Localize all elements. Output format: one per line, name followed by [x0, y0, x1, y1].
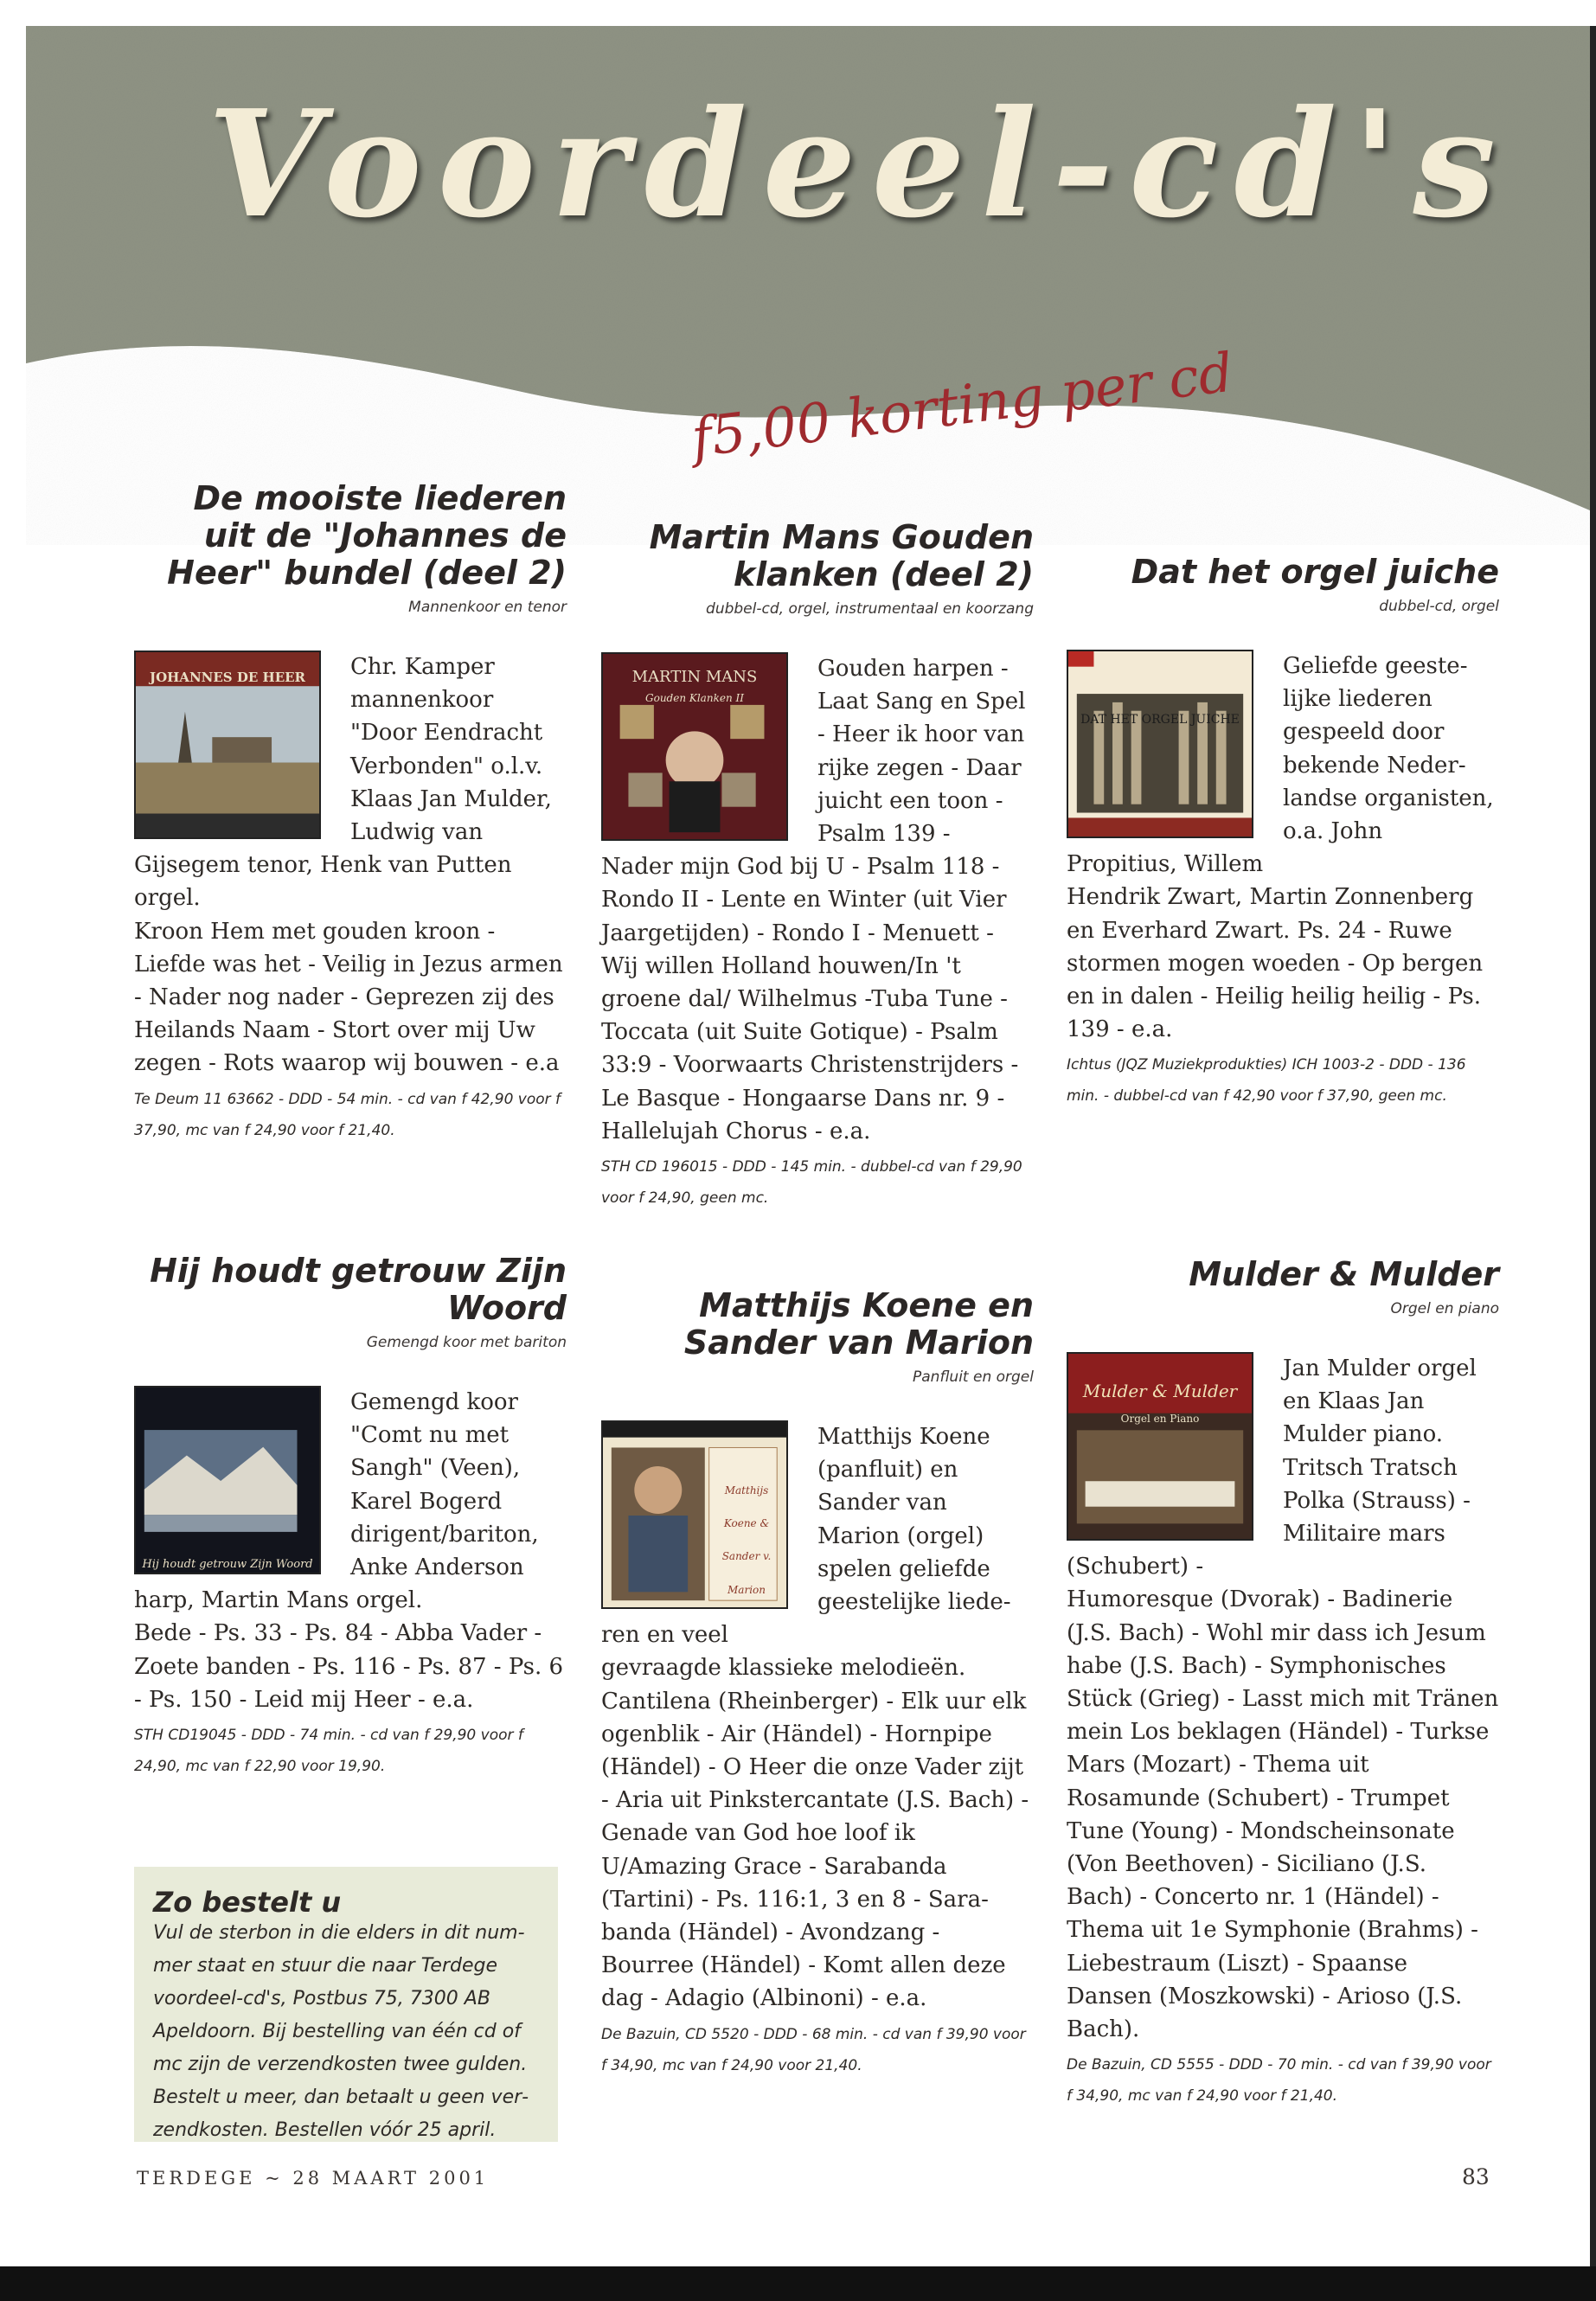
item-tracklist: Nader mijn God bij U - Psalm 118 - Rondo II - Lente en Winter (uit Vier Jaargetijden) - Rondo I - Menuett - Wij willen Holland houwen/In 't groene dal/ Wilhelmus -Tuba Tune - Toccata (uit Suite Gotique) - Psalm 33:9 - Voorwaarts Christenstrijders - Le Basque - Hongaarse Dans nr. 9 - Hallelujah Chorus - e.a. [601, 854, 1019, 1144]
order-box-title: Zo bestelt u [153, 1886, 342, 1919]
item-tracklist: Bede - Ps. 33 - Ps. 84 - Abba Vader - Zoete banden - Ps. 116 - Ps. 87 - Ps. 6 - Ps. 150 - Leid mij Heer - e.a. [134, 1620, 564, 1713]
cd-cover [134, 651, 321, 839]
cd-cover [1067, 650, 1253, 838]
item-tracklist-start: Gouden harpen - Laat Sang en Spel - Heer ik hoor van rijke zegen - Daar juicht een toon - Psalm 139 - [817, 656, 1026, 848]
footer-publication: TERDEGE ~ 28 MAART 2001 [137, 2168, 490, 2189]
item-tracklist: Kroon Hem met gouden kroon - Liefde was het - Veilig in Jezus armen - Nader nog nader - Geprezen zij des Heilands Naam - Stort over mij Uw zegen - Rots waarop wij bouwen - e.a [134, 918, 563, 1077]
cover-title: Matthijs Koene & Sander v. Marion [721, 1484, 772, 1596]
cover-illustration [1068, 651, 1252, 836]
cover-title: Mulder & Mulder [1082, 1381, 1238, 1401]
item-price: De Bazuin, CD 5520 - DDD - 68 min. - cd van f 39,90 voor f 34,90, mc van f 24,90 voor 21,40. [601, 2025, 1026, 2074]
item-subtitle: Orgel en piano [1390, 1300, 1499, 1317]
page-number: 83 [1462, 2164, 1490, 2189]
cd-item-johannes-de-heer [134, 480, 567, 1146]
cd-cover [1067, 1352, 1253, 1541]
discount-label: f5,00 korting per cd [688, 340, 1237, 470]
header-banner [26, 26, 1590, 545]
item-subtitle: Mannenkoor en tenor [408, 599, 567, 616]
page-top-margin [0, 0, 1596, 26]
item-subtitle: Gemengd koor met bariton [366, 1334, 567, 1351]
item-performers: Matthijs Koene (panfluit) en Sander van Marion (orgel) spelen geliefde geestelijke liederen en veel [601, 1424, 1011, 1649]
item-price: Ichtus (JQZ Muziekprodukties) ICH 1003-2 - DDD - 136 min. - dubbel-cd van f 42,90 voor f 37,90, geen mc. [1067, 1056, 1466, 1106]
item-subtitle: Panfluit en orgel [913, 1368, 1034, 1386]
cover-title: DAT HET ORGEL JUICHE [1080, 713, 1240, 727]
order-box-text: Vul de sterbon in die elders in dit nummer staat en stuur die naar Terdege voordeel-cd's, Postbus 75, 7300 AB Apeldoorn. Bij bestelling van één cd of mc zijn de verzendkosten twee gulden. Bestelt u meer, dan betaalt u geen verzendkosten. Bestellen vóór 25 april. [153, 1922, 529, 2141]
item-title: Martin Mans Gouden klanken (deel 2) [649, 518, 1034, 593]
cd-item-martin-mans [601, 519, 1034, 1214]
item-price: De Bazuin, CD 5555 - DDD - 70 min. - cd van f 39,90 voor f 34,90, mc van f 24,90 voor f 21,40. [1067, 2056, 1491, 2106]
item-subtitle: dubbel-cd, orgel [1379, 598, 1499, 615]
item-title: Hij houdt getrouw Zijn Woord [150, 1252, 567, 1327]
item-tracklist: Humoresque (Dvorak) - Badinerie (J.S. Bach) - Wohl mir dass ich Jesum habe (J.S. Bach) - Symphonisches Stück (Grieg) - Lasst mich mit Tränen mein Los beklagen (Händel) - Turkse Mars (Mozart) - Thema uit Rosamunde (Schubert) - Trumpet Tune (Young) - Mondscheinsonate (Von Beethoven) - Siciliano (J.S. Bach) - Concerto nr. 1 (Händel) - Thema uit 1e Symphonie (Brahms) - Liebestraum (Liszt) - Spaanse Dansen (Moszkowski) - Arioso (J.S. Bach). [1067, 1586, 1499, 2043]
item-price: STH CD19045 - DDD - 74 min. - cd van f 29,90 voor f 24,90, mc van f 22,90 voor 19,90. [134, 1727, 523, 1776]
item-title: Dat het orgel juiche [1131, 553, 1499, 591]
cover-subtitle: Orgel en Piano [1120, 1413, 1200, 1425]
item-tracklist: gevraagde klassieke melodieën. Cantilena (Rheinberger) - Elk uur elk ogenblik - Air (Händel) - Hornpipe (Händel) - O Heer die onze Vader zijt - Aria uit Pinkstercantate (J.S. Bach) - Genade van God hoe loof ik U/Amazing Grace - Sarabanda (Tartini) - Ps. 116:1, 3 en 8 - Sarabanda (Händel) - Avondzang - Bourree (Händel) - Komt allen deze dag - Adagio (Albinoni) - e.a. [601, 1655, 1029, 2012]
cd-cover [601, 652, 788, 841]
item-price: Te Deum 11 63662 - DDD - 54 min. - cd van f 42,90 voor f 37,90, mc van f 24,90 voor f 21,40. [134, 1090, 561, 1139]
item-description: Geliefde geestelijke liederen gespeeld door bekende Nederlandse organisten, o.a. John Propitius, Willem [1067, 653, 1494, 878]
item-subtitle: dubbel-cd, orgel, instrumentaal en koorzang [706, 600, 1034, 618]
cover-illustration [136, 1388, 319, 1573]
cover-subtitle: Gouden Klanken II [645, 692, 744, 704]
cd-item-orgel-juiche [1067, 554, 1499, 1112]
scan-edge-bottom [0, 2266, 1596, 2301]
cd-item-koene-marion [601, 1287, 1034, 2081]
cd-item-mulder-mulder [1067, 1256, 1499, 2112]
item-performers: Gemengd koor "Comt nu met Sangh" (Veen), Karel Bogerd dirigent/bariton, Anke Anderson harp, Martin Mans orgel. [134, 1389, 539, 1614]
item-title: Matthijs Koene en Sander van Marion [683, 1286, 1034, 1362]
order-info-box [134, 1867, 558, 2142]
cover-title: MARTIN MANS [631, 668, 758, 686]
item-performers: Chr. Kamper mannenkoor "Door Eendracht Verbonden" o.l.v. Klaas Jan Mulder, Ludwig van Gijsegem tenor, Henk van Putten orgel. [134, 654, 552, 912]
item-title: De mooiste liederen uit de "Johannes de Heer" bundel (deel 2) [167, 479, 567, 592]
item-performers: Jan Mulder orgel en Klaas Jan Mulder piano. Tritsch Tratsch Polka (Strauss) - Militaire mars (Schubert) - [1067, 1356, 1477, 1580]
item-title: Mulder & Mulder [1189, 1255, 1499, 1293]
cd-cover [134, 1386, 321, 1574]
item-price: STH CD 196015 - DDD - 145 min. - dubbel-cd van f 29,90 voor f 24,90, geen mc. [601, 1158, 1022, 1208]
cover-title: Hij houdt getrouw Zijn Woord [142, 1558, 313, 1571]
cover-title: JOHANNES DE HEER [149, 670, 306, 685]
header-title: Voordeel-cd's [208, 78, 1512, 251]
item-tracklist: Hendrik Zwart, Martin Zonnenberg en Everhard Zwart. Ps. 24 - Ruwe stormen mogen woeden - Op bergen en in dalen - Heilig heilig heilig - Ps. 139 - e.a. [1067, 884, 1484, 1043]
scan-edge-right [1590, 26, 1596, 2266]
cd-cover [601, 1420, 788, 1609]
cd-item-hij-houdt-getrouw [134, 1253, 567, 1782]
